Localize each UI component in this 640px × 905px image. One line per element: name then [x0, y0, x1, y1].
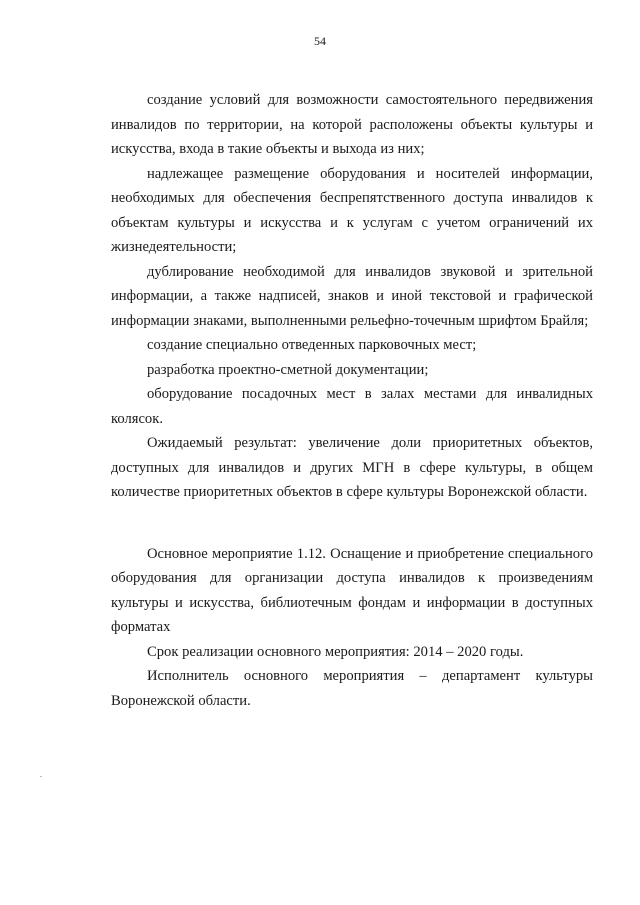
paragraph-design-documentation: разработка проектно-сметной документации; [147, 361, 429, 378]
paragraph-executor: Исполнитель основного мероприятия – департамент культуры Воронежской области. [111, 668, 593, 709]
paragraph-movement-conditions: создание условий для возможности самостоятельного передвижения инвалидов по территории, на которой расположены объекты культуры и искусства, входа в такие объекты и выхода из них; [111, 92, 593, 157]
paragraph-equipment-placement: надлежащее размещение оборудования и носителей информации, необходимых для обеспечения беспрепятственного доступа инвалидов к объектам культуры и искусства и к услугам с учетом ограничений их жизнедеятельности; [111, 165, 593, 255]
paragraph-implementation-period: Срок реализации основного мероприятия: 2014 – 2020 годы. [147, 643, 524, 660]
paragraph-wheelchair-seating: оборудование посадочных мест в залах местами для инвалидных колясок. [111, 386, 593, 427]
paragraph-information-duplication: дублирование необходимой для инвалидов звуковой и зрительной информации, а также надписей, знаков и иной текстовой и графической информации знаками, выполненными рельефно-точечным шрифтом Брайля; [111, 263, 593, 329]
scan-speck [40, 776, 42, 777]
section-gap [111, 505, 593, 542]
document-body [111, 88, 593, 713]
paragraph-expected-result: Ожидаемый результат: увеличение доли приоритетных объектов, доступных для инвалидов и других МГН в сфере культуры, в общем количестве приоритетных объектов в сфере культуры Воронежской области. [111, 435, 593, 500]
paragraph-main-activity-heading: Основное мероприятие 1.12. Оснащение и приобретение специального оборудования для организации доступа инвалидов к произведениям культуры и искусства, библиотечным фондам и информации в доступных форматах [111, 545, 593, 635]
paragraph-parking: создание специально отведенных парковочных мест; [147, 337, 477, 353]
page-number: 54 [314, 34, 326, 48]
